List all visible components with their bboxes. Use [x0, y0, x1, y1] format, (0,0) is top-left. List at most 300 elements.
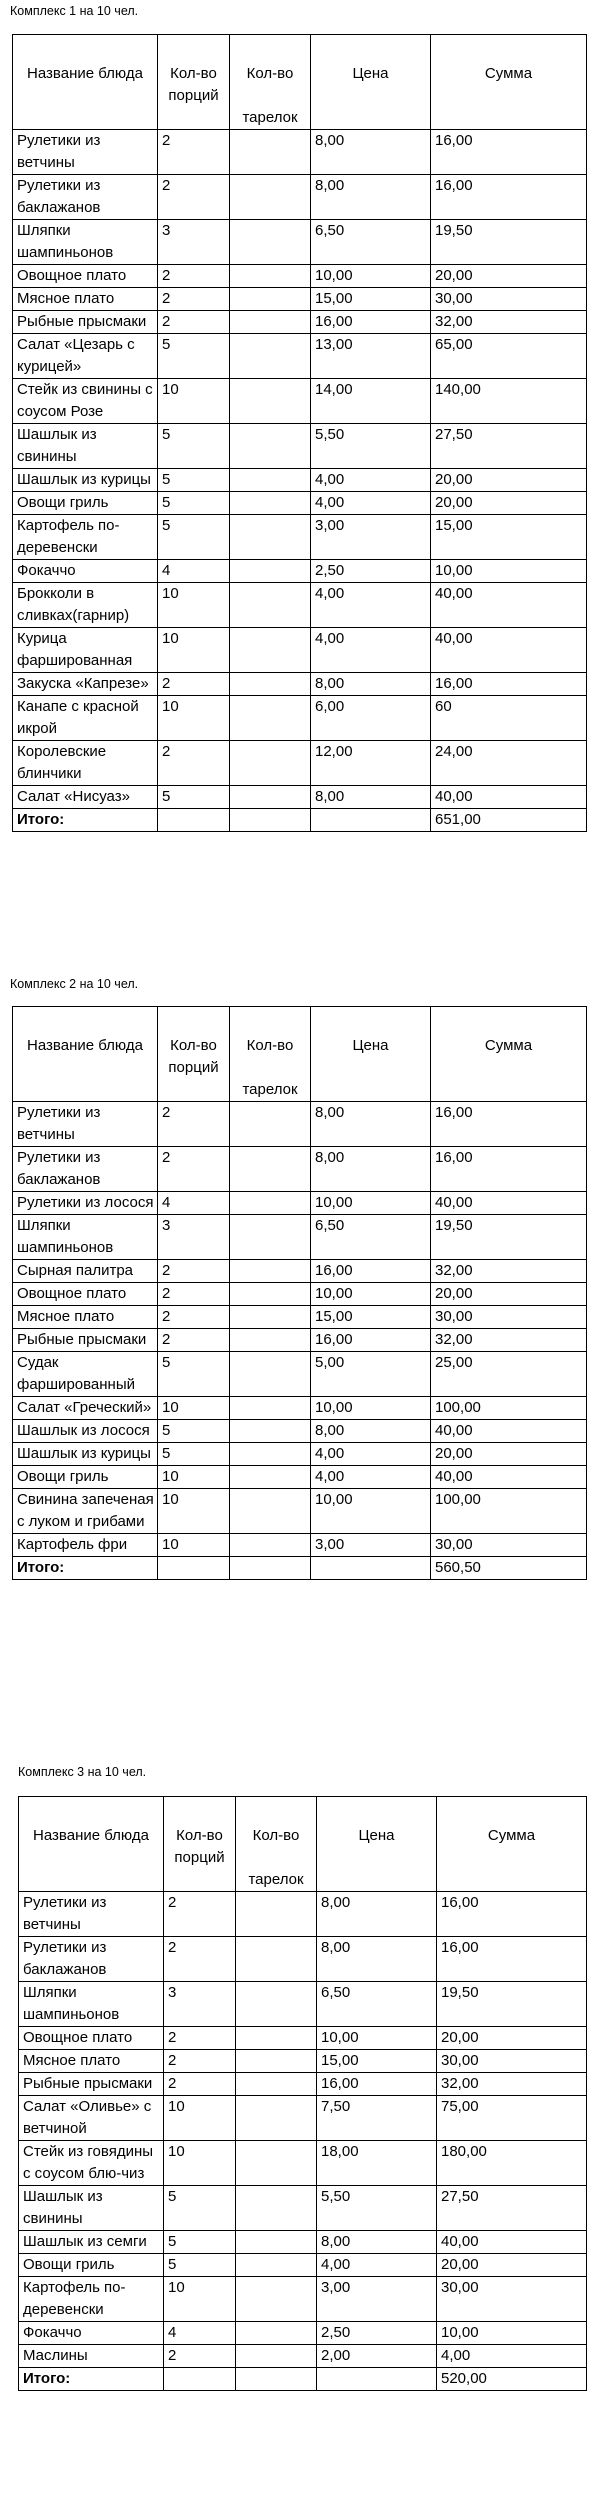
cell-price: 8,00	[317, 1892, 437, 1937]
cell-portions: 10	[158, 696, 230, 741]
cell-price: 15,00	[317, 2050, 437, 2073]
table-row	[13, 265, 587, 288]
cell-price: 10,00	[311, 265, 431, 288]
cell-sum: 140,00	[431, 379, 587, 424]
cell-dish-name: Картофель по-деревенски	[19, 2277, 164, 2322]
cell-dish-name: Сырная палитра	[13, 1260, 158, 1283]
cell-dish-name: Шляпки шампиньонов	[13, 1215, 158, 1260]
cell-sum: 20,00	[431, 469, 587, 492]
cell-price: 10,00	[317, 2027, 437, 2050]
cell-plates	[230, 1397, 311, 1420]
cell-plates	[236, 2186, 317, 2231]
header-dish-name: Название блюда	[19, 1797, 164, 1892]
cell-portions: 2	[158, 265, 230, 288]
cell-portions: 2	[158, 1260, 230, 1283]
total-empty	[317, 2368, 437, 2391]
cell-dish-name: Маслины	[19, 2345, 164, 2368]
cell-plates	[230, 673, 311, 696]
cell-sum: 75,00	[437, 2096, 587, 2141]
total-empty	[311, 809, 431, 832]
cell-price: 4,00	[311, 583, 431, 628]
cell-plates	[230, 1352, 311, 1397]
cell-portions: 2	[158, 1283, 230, 1306]
cell-plates	[236, 2254, 317, 2277]
cell-plates	[230, 1534, 311, 1557]
table-row	[19, 1937, 587, 1982]
cell-sum: 16,00	[431, 175, 587, 220]
cell-sum: 40,00	[431, 628, 587, 673]
cell-portions: 10	[158, 379, 230, 424]
cell-sum: 20,00	[431, 1283, 587, 1306]
cell-price: 8,00	[311, 1420, 431, 1443]
table-row	[13, 786, 587, 809]
table-row	[13, 1215, 587, 1260]
cell-price: 10,00	[311, 1192, 431, 1215]
cell-plates	[230, 696, 311, 741]
cell-plates	[236, 1982, 317, 2027]
table-row	[13, 741, 587, 786]
cell-plates	[230, 492, 311, 515]
cell-portions: 2	[158, 741, 230, 786]
cell-dish-name: Шашлык из курицы	[13, 1443, 158, 1466]
cell-portions: 10	[158, 1489, 230, 1534]
header-plates: Кол-во тарелок	[230, 1007, 311, 1102]
cell-price: 6,00	[311, 696, 431, 741]
cell-dish-name: Канапе с красной икрой	[13, 696, 158, 741]
table-row	[13, 1260, 587, 1283]
table-row	[13, 1192, 587, 1215]
cell-portions: 5	[158, 1352, 230, 1397]
cell-dish-name: Овощное плато	[19, 2027, 164, 2050]
table-row	[13, 311, 587, 334]
cell-sum: 32,00	[431, 311, 587, 334]
table-row	[13, 379, 587, 424]
table-row	[13, 1306, 587, 1329]
cell-portions: 2	[158, 288, 230, 311]
cell-plates	[230, 469, 311, 492]
cell-price: 8,00	[311, 786, 431, 809]
cell-portions: 10	[158, 1466, 230, 1489]
cell-portions: 5	[164, 2254, 236, 2277]
header-sum: Сумма	[431, 1007, 587, 1102]
cell-portions: 5	[164, 2231, 236, 2254]
cell-price: 3,00	[311, 515, 431, 560]
cell-plates	[236, 2345, 317, 2368]
cell-sum: 19,50	[431, 220, 587, 265]
cell-sum: 60	[431, 696, 587, 741]
cell-sum: 100,00	[431, 1397, 587, 1420]
cell-price: 10,00	[311, 1397, 431, 1420]
header-portions: Кол-во порций	[158, 35, 230, 130]
header-price: Цена	[317, 1797, 437, 1892]
cell-dish-name: Овощное плато	[13, 265, 158, 288]
cell-sum: 40,00	[431, 1466, 587, 1489]
complex-3-rows	[19, 1892, 587, 2391]
total-label: Итого:	[19, 2368, 164, 2391]
complex-2-rows	[13, 1102, 587, 1580]
cell-portions: 3	[164, 1982, 236, 2027]
cell-dish-name: Брокколи в сливках(гарнир)	[13, 583, 158, 628]
header-price: Цена	[311, 35, 431, 130]
cell-dish-name: Картофель по-деревенски	[13, 515, 158, 560]
cell-price: 4,00	[311, 628, 431, 673]
header-plates: Кол-во тарелок	[230, 35, 311, 130]
cell-plates	[230, 130, 311, 175]
cell-price: 5,50	[311, 424, 431, 469]
table-row	[19, 1892, 587, 1937]
header-portions: Кол-во порций	[158, 1007, 230, 1102]
table-row	[13, 469, 587, 492]
table-row	[13, 424, 587, 469]
cell-dish-name: Рыбные прысмаки	[13, 311, 158, 334]
cell-dish-name: Салат «Оливье» с ветчиной	[19, 2096, 164, 2141]
cell-plates	[236, 2277, 317, 2322]
cell-dish-name: Шашлык из лосося	[13, 1420, 158, 1443]
cell-dish-name: Шашлык из свинины	[19, 2186, 164, 2231]
table-row	[13, 515, 587, 560]
table-row	[13, 1397, 587, 1420]
cell-portions: 3	[158, 1215, 230, 1260]
total-sum: 651,00	[431, 809, 587, 832]
cell-portions: 5	[158, 469, 230, 492]
total-empty	[236, 2368, 317, 2391]
cell-price: 16,00	[311, 311, 431, 334]
cell-plates	[236, 2073, 317, 2096]
cell-dish-name: Рулетики из ветчины	[13, 130, 158, 175]
cell-portions: 2	[164, 1892, 236, 1937]
cell-plates	[230, 1192, 311, 1215]
cell-portions: 4	[158, 1192, 230, 1215]
cell-sum: 4,00	[437, 2345, 587, 2368]
cell-sum: 65,00	[431, 334, 587, 379]
cell-price: 10,00	[311, 1283, 431, 1306]
cell-sum: 32,00	[437, 2073, 587, 2096]
cell-dish-name: Овощи гриль	[13, 492, 158, 515]
complex-3-table	[18, 1796, 587, 2391]
cell-portions: 2	[158, 175, 230, 220]
cell-dish-name: Шашлык из курицы	[13, 469, 158, 492]
cell-price: 3,00	[311, 1534, 431, 1557]
cell-dish-name: Стейк из свинины с соусом Розе	[13, 379, 158, 424]
total-sum: 520,00	[437, 2368, 587, 2391]
cell-sum: 15,00	[431, 515, 587, 560]
complex-1-table	[12, 34, 587, 832]
cell-dish-name: Рулетики из ветчины	[19, 1892, 164, 1937]
cell-plates	[230, 628, 311, 673]
cell-dish-name: Рулетики из баклажанов	[19, 1937, 164, 1982]
cell-plates	[230, 1329, 311, 1352]
cell-sum: 16,00	[431, 130, 587, 175]
cell-plates	[230, 583, 311, 628]
cell-sum: 16,00	[431, 1102, 587, 1147]
cell-price: 3,00	[317, 2277, 437, 2322]
cell-price: 18,00	[317, 2141, 437, 2186]
cell-plates	[230, 1102, 311, 1147]
cell-price: 14,00	[311, 379, 431, 424]
cell-price: 8,00	[311, 130, 431, 175]
table-row	[13, 1489, 587, 1534]
total-label: Итого:	[13, 1557, 158, 1580]
total-empty	[311, 1557, 431, 1580]
cell-plates	[230, 311, 311, 334]
cell-price: 4,00	[311, 1466, 431, 1489]
cell-sum: 27,50	[437, 2186, 587, 2231]
cell-price: 4,00	[311, 1443, 431, 1466]
cell-portions: 10	[164, 2141, 236, 2186]
complex-2-caption: Комплекс 2 на 10 чел.	[10, 977, 139, 991]
cell-plates	[230, 220, 311, 265]
cell-plates	[230, 1420, 311, 1443]
table-row	[19, 2254, 587, 2277]
cell-sum: 30,00	[431, 288, 587, 311]
total-empty	[230, 809, 311, 832]
cell-dish-name: Салат «Цезарь с курицей»	[13, 334, 158, 379]
cell-dish-name: Шляпки шампиньонов	[13, 220, 158, 265]
header-price: Цена	[311, 1007, 431, 1102]
cell-price: 12,00	[311, 741, 431, 786]
cell-dish-name: Закуска «Капрезе»	[13, 673, 158, 696]
cell-sum: 30,00	[431, 1534, 587, 1557]
cell-price: 2,00	[317, 2345, 437, 2368]
cell-dish-name: Фокаччо	[19, 2322, 164, 2345]
cell-dish-name: Мясное плато	[13, 288, 158, 311]
header-dish-name: Название блюда	[13, 1007, 158, 1102]
cell-portions: 10	[158, 628, 230, 673]
cell-sum: 32,00	[431, 1329, 587, 1352]
cell-dish-name: Рулетики из баклажанов	[13, 1147, 158, 1192]
cell-sum: 40,00	[431, 1420, 587, 1443]
table-row	[13, 1443, 587, 1466]
cell-dish-name: Фокаччо	[13, 560, 158, 583]
cell-price: 8,00	[311, 1147, 431, 1192]
table-row	[19, 2050, 587, 2073]
cell-portions: 4	[164, 2322, 236, 2345]
cell-sum: 30,00	[431, 1306, 587, 1329]
cell-dish-name: Стейк из говядины с соусом блю-чиз	[19, 2141, 164, 2186]
table-row	[13, 1147, 587, 1192]
cell-portions: 5	[158, 515, 230, 560]
cell-plates	[236, 2027, 317, 2050]
cell-price: 6,50	[311, 1215, 431, 1260]
cell-dish-name: Мясное плато	[19, 2050, 164, 2073]
header-dish-name: Название блюда	[13, 35, 158, 130]
cell-plates	[230, 1489, 311, 1534]
cell-portions: 2	[158, 1102, 230, 1147]
cell-portions: 4	[158, 560, 230, 583]
cell-plates	[230, 560, 311, 583]
cell-portions: 5	[158, 424, 230, 469]
cell-portions: 5	[158, 334, 230, 379]
cell-plates	[230, 424, 311, 469]
table-row	[13, 220, 587, 265]
cell-price: 15,00	[311, 288, 431, 311]
cell-price: 4,00	[311, 469, 431, 492]
cell-price: 13,00	[311, 334, 431, 379]
cell-dish-name: Королевские блинчики	[13, 741, 158, 786]
header-plates: Кол-во тарелок	[236, 1797, 317, 1892]
cell-portions: 2	[164, 2027, 236, 2050]
cell-price: 8,00	[311, 673, 431, 696]
cell-plates	[230, 288, 311, 311]
cell-plates	[230, 741, 311, 786]
cell-portions: 3	[158, 220, 230, 265]
cell-plates	[230, 1443, 311, 1466]
cell-price: 16,00	[317, 2073, 437, 2096]
cell-sum: 27,50	[431, 424, 587, 469]
cell-portions: 5	[158, 786, 230, 809]
total-empty	[230, 1557, 311, 1580]
cell-portions: 5	[158, 492, 230, 515]
cell-dish-name: Свинина запеченая с луком и грибами	[13, 1489, 158, 1534]
cell-price: 4,00	[317, 2254, 437, 2277]
cell-dish-name: Овощи гриль	[13, 1466, 158, 1489]
cell-dish-name: Салат «Греческий»	[13, 1397, 158, 1420]
cell-price: 2,50	[311, 560, 431, 583]
cell-dish-name: Салат «Нисуаз»	[13, 786, 158, 809]
cell-price: 6,50	[311, 220, 431, 265]
table-row	[19, 2345, 587, 2368]
cell-sum: 10,00	[437, 2322, 587, 2345]
table-row	[13, 288, 587, 311]
cell-dish-name: Рулетики из баклажанов	[13, 175, 158, 220]
complex-3-caption: Комплекс 3 на 10 чел.	[18, 1765, 147, 1779]
table-row	[13, 696, 587, 741]
cell-portions: 10	[158, 583, 230, 628]
cell-sum: 19,50	[437, 1982, 587, 2027]
cell-portions: 2	[158, 673, 230, 696]
cell-price: 15,00	[311, 1306, 431, 1329]
cell-sum: 25,00	[431, 1352, 587, 1397]
cell-sum: 100,00	[431, 1489, 587, 1534]
cell-plates	[236, 2231, 317, 2254]
cell-dish-name: Рулетики из лосося	[13, 1192, 158, 1215]
cell-plates	[230, 515, 311, 560]
cell-plates	[230, 379, 311, 424]
total-sum: 560,50	[431, 1557, 587, 1580]
cell-sum: 20,00	[431, 265, 587, 288]
cell-plates	[230, 175, 311, 220]
total-empty	[158, 809, 230, 832]
cell-plates	[236, 2050, 317, 2073]
cell-plates	[230, 1283, 311, 1306]
cell-portions: 2	[164, 2050, 236, 2073]
total-row	[13, 809, 587, 832]
cell-plates	[230, 1215, 311, 1260]
table-row	[19, 1982, 587, 2027]
table-row	[19, 2027, 587, 2050]
table-row	[19, 2322, 587, 2345]
cell-plates	[230, 1147, 311, 1192]
cell-price: 4,00	[311, 492, 431, 515]
table-row	[13, 1352, 587, 1397]
cell-dish-name: Шляпки шампиньонов	[19, 1982, 164, 2027]
cell-sum: 19,50	[431, 1215, 587, 1260]
table-row	[19, 2073, 587, 2096]
total-label: Итого:	[13, 809, 158, 832]
cell-portions: 10	[158, 1534, 230, 1557]
cell-sum: 180,00	[437, 2141, 587, 2186]
cell-portions: 2	[158, 1147, 230, 1192]
cell-price: 8,00	[311, 175, 431, 220]
cell-portions: 10	[158, 1397, 230, 1420]
table-row	[13, 334, 587, 379]
cell-portions: 5	[158, 1420, 230, 1443]
cell-price: 10,00	[311, 1489, 431, 1534]
cell-sum: 20,00	[431, 492, 587, 515]
table-row	[13, 560, 587, 583]
table-row	[13, 583, 587, 628]
cell-sum: 40,00	[437, 2231, 587, 2254]
cell-dish-name: Шашлык из свинины	[13, 424, 158, 469]
cell-sum: 20,00	[437, 2027, 587, 2050]
table-row	[13, 673, 587, 696]
table-row	[13, 1420, 587, 1443]
cell-price: 5,50	[317, 2186, 437, 2231]
cell-plates	[236, 2322, 317, 2345]
cell-dish-name: Овощное плато	[13, 1283, 158, 1306]
cell-plates	[230, 334, 311, 379]
table-row	[13, 628, 587, 673]
cell-sum: 20,00	[437, 2254, 587, 2277]
cell-price: 5,00	[311, 1352, 431, 1397]
cell-plates	[236, 1892, 317, 1937]
cell-price: 6,50	[317, 1982, 437, 2027]
header-sum: Сумма	[431, 35, 587, 130]
cell-price: 16,00	[311, 1329, 431, 1352]
table-row	[13, 1534, 587, 1557]
cell-plates	[236, 2096, 317, 2141]
cell-portions: 2	[158, 1329, 230, 1352]
cell-sum: 30,00	[437, 2050, 587, 2073]
total-empty	[158, 1557, 230, 1580]
table-row	[13, 1102, 587, 1147]
cell-plates	[230, 1466, 311, 1489]
complex-1-caption: Комплекс 1 на 10 чел.	[10, 4, 139, 18]
cell-sum: 16,00	[437, 1892, 587, 1937]
total-row	[19, 2368, 587, 2391]
cell-sum: 24,00	[431, 741, 587, 786]
total-row	[13, 1557, 587, 1580]
table-row	[13, 175, 587, 220]
cell-dish-name: Судак фаршированный	[13, 1352, 158, 1397]
cell-portions: 10	[164, 2096, 236, 2141]
cell-portions: 5	[158, 1443, 230, 1466]
table-row	[19, 2186, 587, 2231]
table-row	[19, 2096, 587, 2141]
complex-2-table	[12, 1006, 587, 1580]
cell-sum: 32,00	[431, 1260, 587, 1283]
cell-dish-name: Рыбные прысмаки	[13, 1329, 158, 1352]
cell-dish-name: Шашлык из семги	[19, 2231, 164, 2254]
cell-sum: 20,00	[431, 1443, 587, 1466]
cell-sum: 16,00	[431, 673, 587, 696]
table-row	[13, 1466, 587, 1489]
cell-price: 8,00	[311, 1102, 431, 1147]
complex-1-rows	[13, 130, 587, 832]
table-row	[13, 1329, 587, 1352]
cell-sum: 16,00	[431, 1147, 587, 1192]
cell-price: 2,50	[317, 2322, 437, 2345]
cell-portions: 10	[164, 2277, 236, 2322]
cell-sum: 40,00	[431, 583, 587, 628]
cell-portions: 2	[158, 1306, 230, 1329]
cell-dish-name: Мясное плато	[13, 1306, 158, 1329]
cell-dish-name: Картофель фри	[13, 1534, 158, 1557]
cell-plates	[236, 1937, 317, 1982]
cell-price: 16,00	[311, 1260, 431, 1283]
cell-price: 7,50	[317, 2096, 437, 2141]
total-empty	[164, 2368, 236, 2391]
